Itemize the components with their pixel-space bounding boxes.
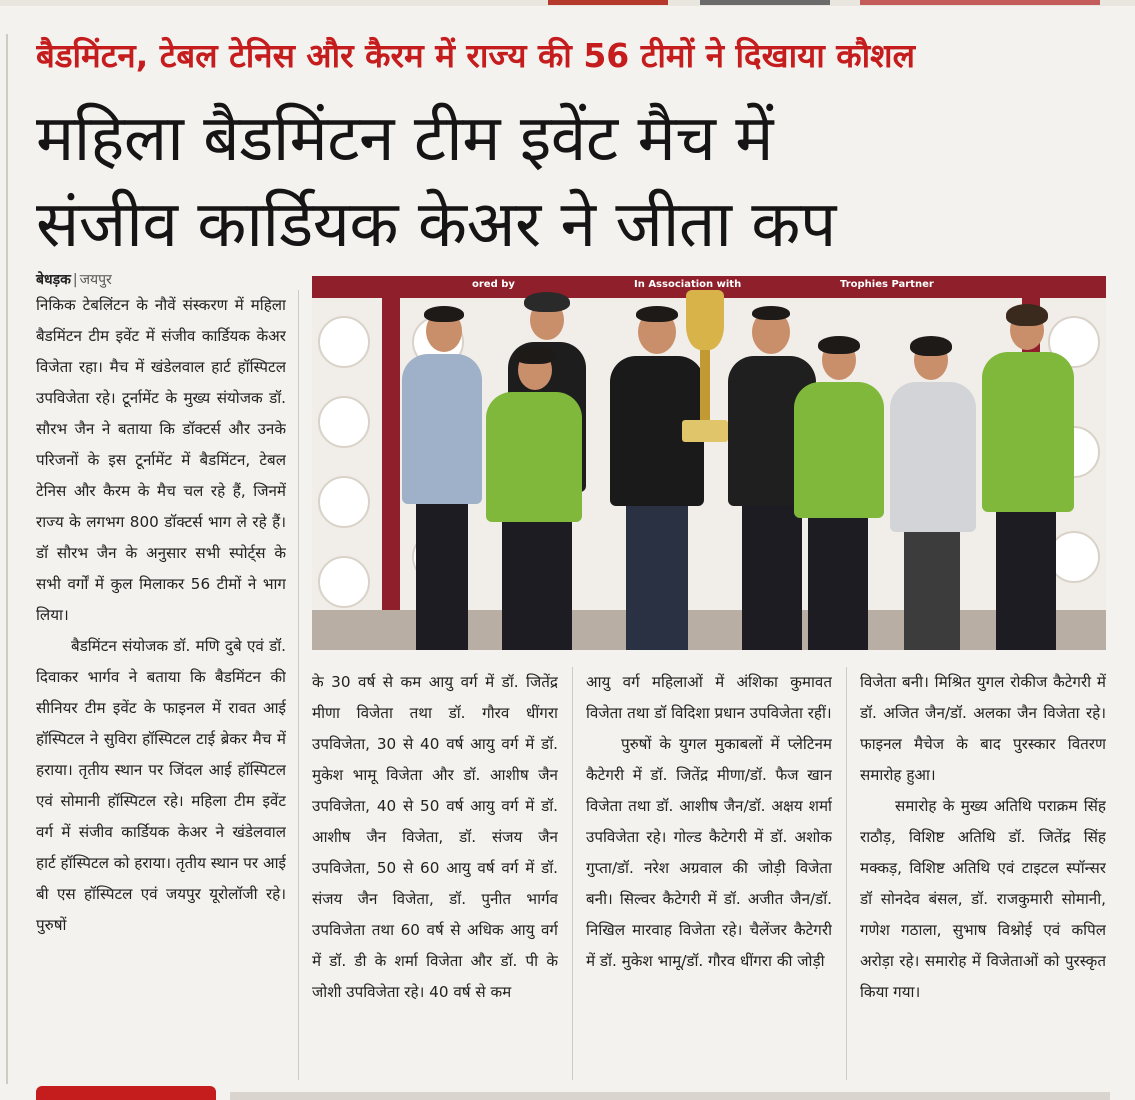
article-column-3 <box>586 667 832 1078</box>
trophy-icon <box>680 290 730 450</box>
kicker-headline: बैडमिंटन, टेबल टेनिस और कैरम में राज्य की 56 टीमों ने दिखाया कौशल <box>36 36 915 75</box>
column-divider <box>572 667 573 1080</box>
column-divider <box>298 290 299 1080</box>
person <box>972 310 1082 650</box>
column-divider <box>846 667 847 1080</box>
sponsor-logo <box>318 316 370 368</box>
article-column-2 <box>312 667 558 1078</box>
sponsor-logo <box>318 396 370 448</box>
headline-line-1: महिला बैडमिंटन टीम इवेंट मैच में <box>36 102 773 176</box>
top-strip <box>0 0 1135 6</box>
article-column-4 <box>860 667 1106 1078</box>
sponsor-logo <box>318 556 370 608</box>
bottom-color-bar <box>36 1086 216 1100</box>
sponsor-logo <box>318 476 370 528</box>
byline-city: जयपुर <box>79 272 112 288</box>
column-rule <box>6 34 8 1084</box>
paragraph: पुरुषों के युगल मुकाबलों में प्लेटिनम कैटेगरी में डॉ. जितेंद्र मीणा/डॉ. फैज खान विजेता तथा डॉ. आशीष जैन/डॉ. अक्षय शर्मा उपविजेता रहे। गोल्ड कैटेगरी में डॉ. अशोक गुप्ता/डॉ. नरेश अग्रवाल की जोड़ी विजेता बनी। सिल्वर कैटेगरी में डॉ. अजीत जैन/डॉ. निखिल मारवाह विजेता रहे। चैलेंजर कैटेगरी में डॉ. मुकेश भामू/डॉ. गौरव धींगरा की जोड़ी <box>586 735 832 970</box>
person <box>472 350 592 650</box>
byline-paper: बेधड़क <box>36 272 71 288</box>
bottom-strip <box>230 1092 1110 1100</box>
paragraph: आयु वर्ग महिलाओं में अंशिका कुमावत विजेता तथा डॉ विदिशा प्रधान उपविजेता रहीं। <box>586 673 832 722</box>
top-strip-segment <box>700 0 830 5</box>
paragraph: विजेता बनी। मिश्रित युगल रोकीज कैटेगरी में डॉ. अजित जैन/डॉ. अलका जैन विजेता रहे। फाइनल मैचेज के बाद पुरस्कार वितरण समारोह हुआ। <box>860 673 1106 784</box>
banner-text: Trophies Partner <box>840 279 934 290</box>
paragraph: के 30 वर्ष से कम आयु वर्ग में डॉ. जितेंद्र मीणा विजेता तथा डॉ. गौरव धींगरा उपविजेता, 30 से 40 वर्ष आयु वर्ग में डॉ. मुकेश भामू विजेता और डॉ. आशीष जैन उपविजेता, 40 से 50 वर्ष आयु वर्ग में डॉ. आशीष जैन विजेता, डॉ. संजय जैन उपविजेता, 50 से 60 आयु वर्ष वर्ग में डॉ. संजय जैन विजेता, डॉ. पुनीत भार्गव उपविजेता तथा 60 वर्ष से अधिक आयु वर्ग में डॉ. डी के शर्मा विजेता और डॉ. पी के जोशी उपविजेता रहे। 40 वर्ष से कम <box>312 673 558 1001</box>
byline <box>36 270 112 290</box>
top-strip-segment <box>548 0 668 5</box>
paragraph: बैडमिंटन संयोजक डॉ. मणि दुबे एवं डॉ. दिवाकर भार्गव ने बताया कि बैडमिंटन की सीनियर टीम इवेंट के फाइनल में रावत आई हॉस्पिटल ने सुविरा हॉस्पिटल टाई ब्रेकर मैच में हराया। तृतीय स्थान पर जिंदल आई हॉस्पिटल एवं सोमानी हॉस्पिटल रहे। महिला टीम इवेंट वर्ग में संजीव कार्डियक केअर ने खंडेलवाल हार्ट हॉस्पिटल को हराया। तृतीय स्थान पर आई बी एस हॉस्पिटल एवं जयपुर यूरोलॉजी रहे। पुरुषों <box>36 637 286 934</box>
person <box>782 340 892 650</box>
main-headline <box>36 96 1116 268</box>
top-strip-segment <box>860 0 1100 5</box>
banner-text: ored by <box>472 279 515 290</box>
article-column-1 <box>36 290 286 1078</box>
headline-line-2: संजीव कार्डियक केअर ने जीता कप <box>36 188 836 262</box>
byline-separator: | <box>72 272 78 288</box>
paragraph: समारोह के मुख्य अतिथि पराक्रम सिंह राठौड़, विशिष्ट अतिथि डॉ. जितेंद्र सिंह मक्कड़, विशिष्ट अतिथि एवं टाइटल स्पॉन्सर डॉ सोनदेव बंसल, डॉ. राजकुमारी सोमानी, गणेश गठाला, सुभाष विश्नोई एवं कपिल अरोड़ा रहे। समारोह में विजेताओं को पुरस्कृत किया गया। <box>860 797 1106 1001</box>
paragraph: निकिक टेबलिंटन के नौवें संस्करण में महिला बैडमिंटन टीम इवेंट में संजीव कार्डियक केअर विजेता रहा। मैच में खंडेलवाल हार्ट हॉस्पिटल उपविजेता रहे। टूर्नामेंट के मुख्य संयोजक डॉ. सौरभ जैन ने बताया कि डॉक्टर्स और उनके परिजनों के इस टूर्नामेंट में बैडमिंटन, टेबल टेनिस और कैरम के मैच चल रहे हैं, जिनमें राज्य के लगभग 800 डॉक्टर्स भाग ले रहे हैं। डॉ सौरभ जैन के अनुसार सभी स्पोर्ट्स के सभी वर्गों में कुल मिलाकर 56 टीमों ने भाग लिया। <box>36 296 286 624</box>
person <box>882 340 982 650</box>
banner-text: In Association with <box>634 279 742 290</box>
award-ceremony-photo <box>312 276 1106 650</box>
